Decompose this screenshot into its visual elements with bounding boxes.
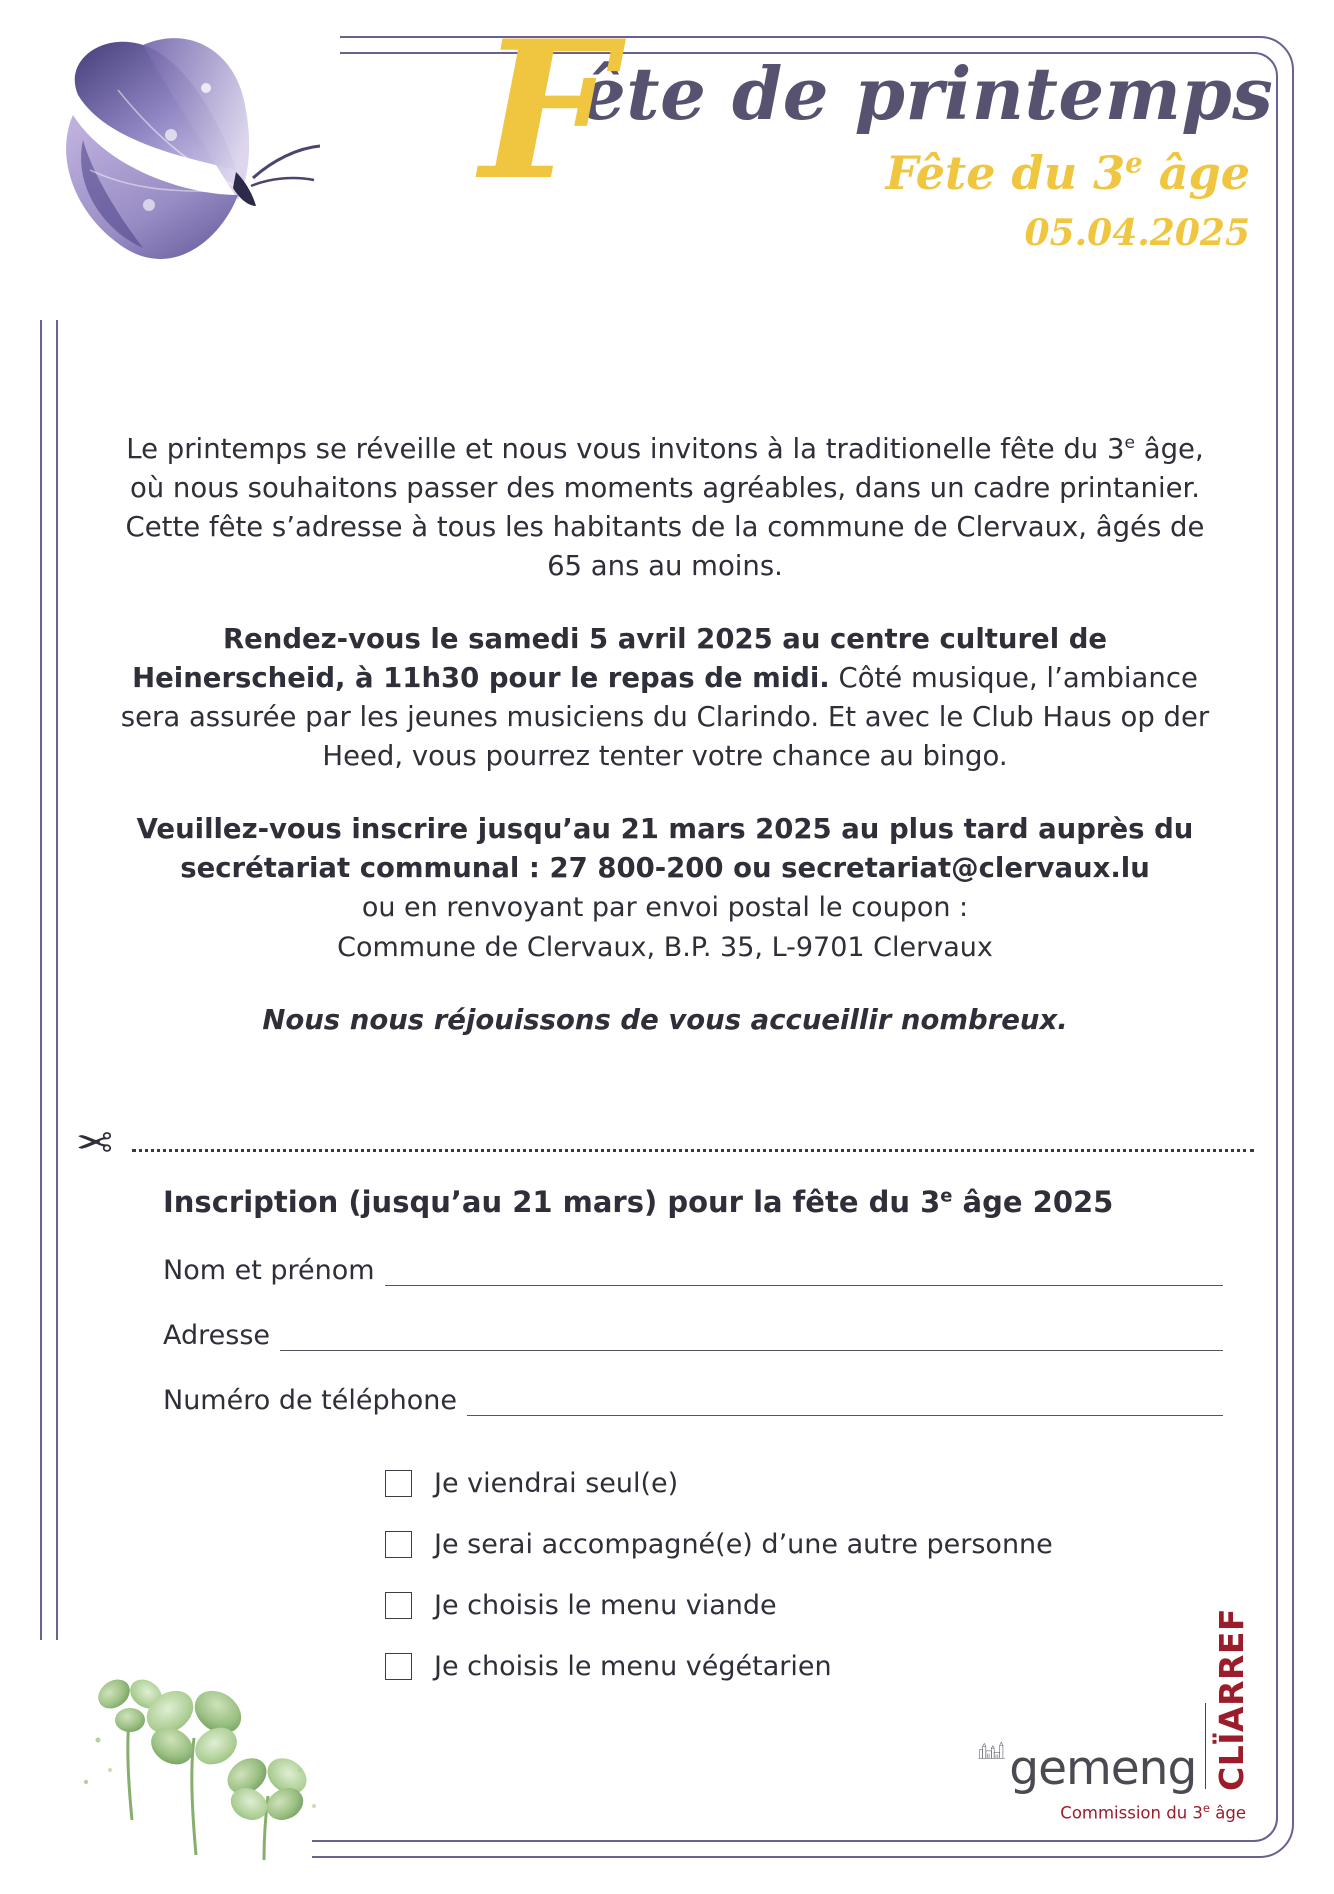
coupon-title [163,1185,1223,1219]
logo-word-clarref: CLÏARREF [1212,1607,1251,1791]
label-nom-prenom: Nom et prénom [163,1255,375,1286]
title-main-text: ête de printemps [580,51,1274,136]
title-block [470,0,1274,254]
checkbox-icon-meat-menu[interactable] [385,1592,412,1619]
checkbox-icon-alone[interactable] [385,1470,412,1497]
castle-icon [978,1707,1005,1791]
cut-here-line [60,1118,1255,1170]
intro-line1: Le printemps se réveille et nous vous invitons à la traditionelle fête du [126,433,1099,465]
input-telephone[interactable] [467,1389,1223,1416]
title-dropcap: F [480,0,616,222]
logo-word-gemeng: gemeng [1009,1741,1197,1797]
coupon-title-prefix: Inscription (jusqu’au 21 mars) pour la fête du 3 [163,1185,941,1219]
registration-postal-line1: ou en renvoyant par envoi postal le coupon : [361,892,969,924]
logo-caption-suffix: âge [1210,1803,1246,1822]
cut-dotted-line [132,1149,1254,1152]
coupon-title-sup: e [940,1185,953,1207]
option-label-vegetarian-menu: Je choisis le menu végétarien [434,1651,832,1682]
subtitle-sup: e [1125,146,1143,180]
option-row-accompanied[interactable] [385,1529,1223,1560]
subtitle-suffix: âge [1142,145,1250,200]
coupon-title-suffix: âge 2025 [952,1185,1114,1219]
label-adresse: Adresse [163,1320,270,1351]
checkbox-icon-accompanied[interactable] [385,1531,412,1558]
event-date: 05.04.2025 [1024,211,1250,254]
intro-line2-prefix: 3 [1107,433,1125,465]
option-label-meat-menu: Je choisis le menu viande [434,1590,777,1621]
option-label-alone: Je viendrai seul(e) [434,1468,679,1499]
meeting-rest: Côté musique, l’ambiance sera assurée par les jeunes musiciens du Clarindo. Et avec le Club Haus op der Heed, vous pourrez tenter votre chance au bingo. [120,662,1210,773]
logo-caption [978,1801,1248,1823]
butterfly-illustration [48,20,338,310]
option-label-accompanied: Je serai accompagné(e) d’une autre personne [434,1529,1053,1560]
logo-caption-prefix: Commission du 3 [1060,1803,1203,1822]
commune-logo [978,1607,1251,1822]
registration-postal-line2: Commune de Clervaux, B.P. 35, L-9701 Clervaux [337,931,993,963]
logo-row [978,1607,1251,1797]
intro-paragraph [120,430,1210,586]
clover-illustration [68,1620,328,1870]
scissors-icon: ✂ [76,1118,113,1169]
input-adresse[interactable] [280,1324,1223,1351]
input-nom-prenom[interactable] [385,1259,1223,1286]
field-row-phone [163,1385,1223,1416]
poster-body [120,430,1210,1074]
logo-caption-sup: e [1202,1800,1211,1815]
registration-bold: Veuillez-vous inscrire jusqu’au 21 mars 2025 au plus tard auprès du secrétariat communal : 27 800-200 ou secretariat@clervaux.lu [136,813,1194,885]
closing-line: Nous nous réjouissons de vous accueillir nombreux. [262,1004,1068,1037]
registration-paragraph [120,810,1210,967]
logo-divider-bar [1205,1703,1206,1789]
field-row-name [163,1255,1223,1286]
checkbox-icon-vegetarian-menu[interactable] [385,1653,412,1680]
option-row-alone[interactable] [385,1468,1223,1499]
intro-line2-sup: e [1124,432,1135,453]
field-row-address [163,1320,1223,1351]
label-telephone: Numéro de téléphone [163,1385,457,1416]
meeting-bold: Rendez-vous le samedi 5 avril 2025 au centre culturel de Heinerscheid, à 11h30 pour le repas de midi. [132,623,1108,695]
meeting-paragraph [120,620,1210,776]
intro-line2-suffix: âge, où nous souhaitons passer des moments agréables, dans un cadre printanier. Cette fête s’adresse à tous les habitants de la commune de Clervaux, âgés de 65 ans au moins. [125,433,1205,583]
subtitle-prefix: Fête du 3 [885,145,1126,200]
poster-header [0,0,1334,400]
